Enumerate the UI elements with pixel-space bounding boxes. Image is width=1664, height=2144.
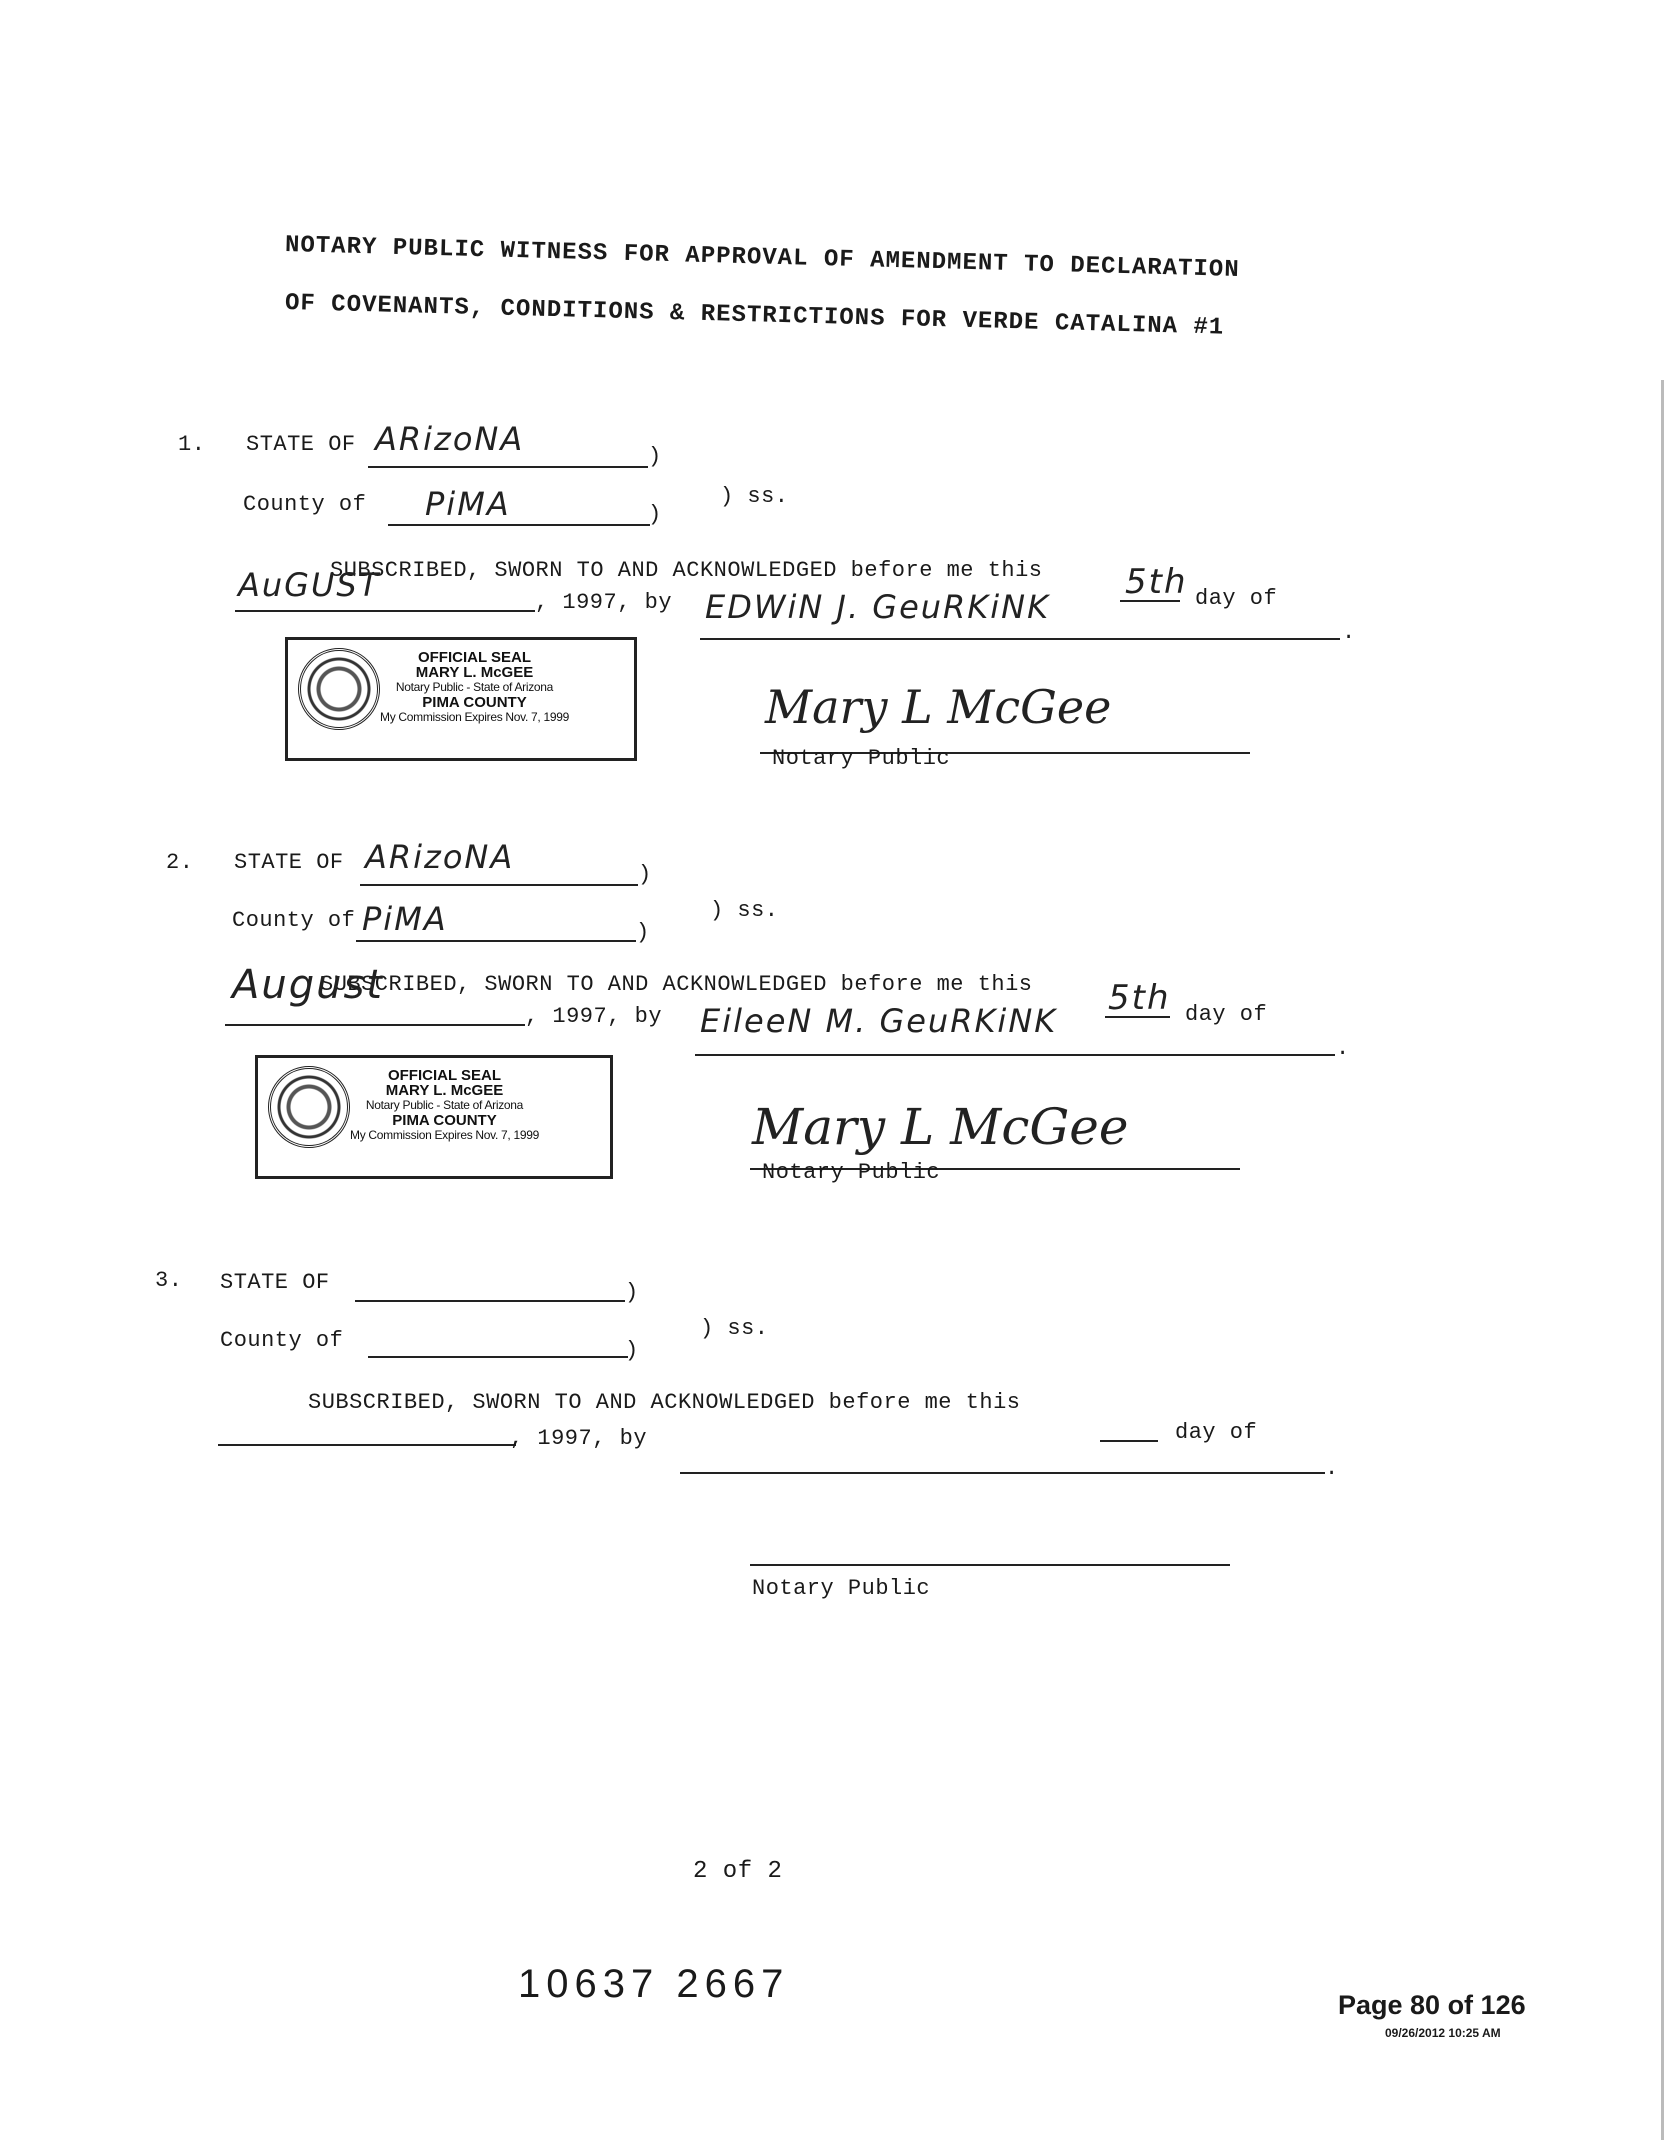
state-label: STATE OF — [246, 432, 356, 457]
state-label: STATE OF — [234, 850, 344, 875]
seal-emblem — [268, 1066, 350, 1148]
period: . — [1336, 1036, 1350, 1061]
block-number: 2. — [166, 850, 194, 875]
county-value: PiMA — [425, 485, 511, 523]
close-paren: ) — [625, 1280, 639, 1305]
subscribed-text: SUBSCRIBED, SWORN TO AND ACKNOWLEDGED before me this — [320, 972, 1033, 997]
official-seal-stamp: OFFICIAL SEAL MARY L. McGEE Notary Public - State of Arizona PIMA COUNTY My Commission Expires Nov. 7, 1999 — [255, 1055, 613, 1179]
day-value: 5th — [1108, 978, 1171, 1018]
notary-signature: Mary L McGee — [752, 1098, 1129, 1156]
ss-label: ) ss. — [720, 484, 789, 509]
print-timestamp: 09/26/2012 10:25 AM — [1385, 2026, 1501, 2040]
year-by-label: , 1997, by — [525, 1004, 663, 1029]
block-number: 1. — [178, 432, 206, 457]
page-of-label: 2 of 2 — [693, 1858, 783, 1885]
county-label: County of — [220, 1328, 344, 1353]
block-number: 3. — [155, 1268, 183, 1293]
document-title-line2: OF COVENANTS, CONDITIONS & RESTRICTIONS FOR VERDE CATALINA #1 — [284, 290, 1225, 342]
month-value: AuGUST — [238, 566, 381, 604]
close-paren: ) — [648, 502, 662, 527]
document-title-line1: NOTARY PUBLIC WITNESS FOR APPROVAL OF AMENDMENT TO DECLARATION — [284, 232, 1240, 284]
notary-public-label: Notary Public — [772, 746, 951, 771]
name-value: EileeN M. GeuRKiNK — [700, 1002, 1058, 1040]
county-label: County of — [232, 908, 356, 933]
close-paren: ) — [636, 920, 650, 945]
notary-signature: Mary L McGee — [765, 680, 1112, 734]
ss-label: ) ss. — [700, 1316, 769, 1341]
period: . — [1325, 1456, 1339, 1481]
close-paren: ) — [648, 444, 662, 469]
seal-emblem — [298, 648, 380, 730]
period: . — [1342, 620, 1356, 645]
name-value: EDWiN J. GeuRKiNK — [705, 588, 1051, 626]
day-value: 5th — [1125, 562, 1188, 602]
year-by-label: , 1997, by — [535, 590, 673, 615]
document-number: 10637 2667 — [518, 1962, 790, 2006]
close-paren: ) — [625, 1338, 639, 1363]
notary-public-label: Notary Public — [752, 1576, 931, 1601]
close-paren: ) — [638, 862, 652, 887]
state-value: ARizoNA — [375, 420, 525, 458]
official-seal-stamp: OFFICIAL SEAL MARY L. McGEE Notary Public - State of Arizona PIMA COUNTY My Commission Expires Nov. 7, 1999 — [285, 637, 637, 761]
notary-public-label: Notary Public — [762, 1160, 941, 1185]
month-value: August — [232, 962, 384, 1008]
day-of-label: day of — [1175, 1420, 1258, 1445]
ss-label: ) ss. — [710, 898, 779, 923]
state-value: ARizoNA — [365, 838, 515, 876]
subscribed-text: SUBSCRIBED, SWORN TO AND ACKNOWLEDGED before me this — [308, 1390, 1021, 1415]
page-counter: Page 80 of 126 — [1338, 1990, 1526, 2020]
year-by-label: , 1997, by — [510, 1426, 648, 1451]
state-label: STATE OF — [220, 1270, 330, 1295]
day-of-label: day of — [1195, 586, 1278, 611]
subscribed-text: SUBSCRIBED, SWORN TO AND ACKNOWLEDGED before me this — [330, 558, 1043, 583]
county-value: PiMA — [362, 900, 448, 938]
county-label: County of — [243, 492, 367, 517]
day-of-label: day of — [1185, 1002, 1268, 1027]
